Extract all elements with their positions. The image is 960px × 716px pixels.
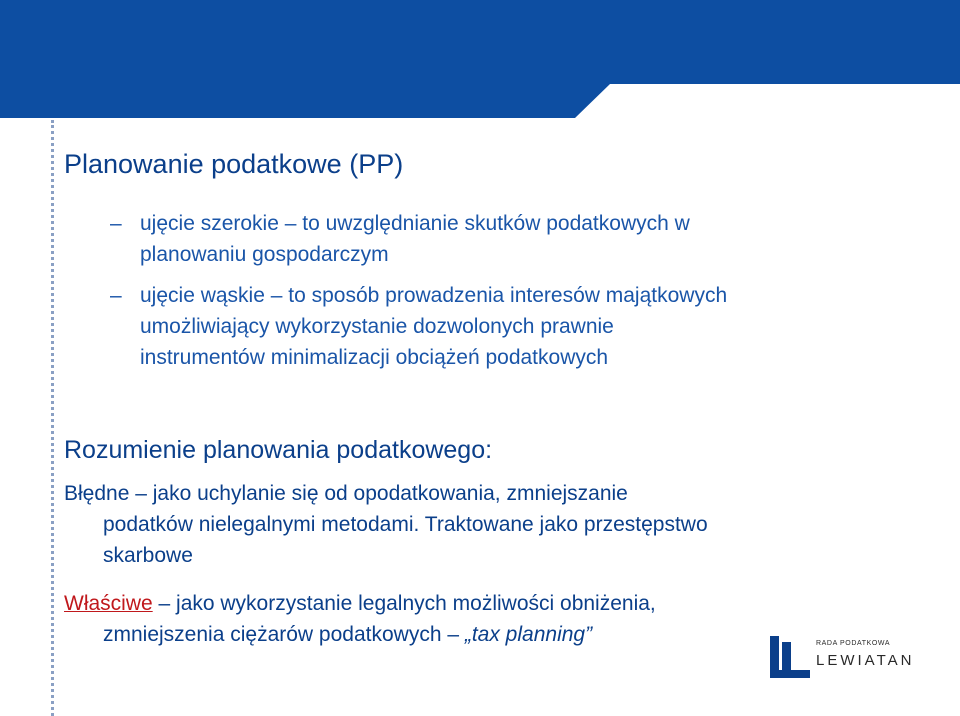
bullet-dash: – bbox=[110, 284, 122, 307]
slide-title: Planowanie podatkowe (PP) bbox=[64, 149, 404, 179]
tax-planning-term: „tax planning” bbox=[464, 623, 593, 646]
bullet-line: planowaniu gospodarczym bbox=[140, 243, 389, 266]
paragraph-text: – jako wykorzystanie legalnych możliwości obniżenia, bbox=[152, 592, 656, 615]
paragraph-line: skarbowe bbox=[103, 544, 193, 567]
paragraph-line bbox=[64, 619, 656, 650]
wlasciwe-keyword: Właściwe bbox=[64, 592, 153, 615]
logo-small-text: RADA PODATKOWA bbox=[816, 640, 891, 647]
bullet-line: ujęcie wąskie – to sposób prowadzenia interesów majątkowych bbox=[140, 284, 728, 307]
section-subtitle: Rozumienie planowania podatkowego: bbox=[64, 436, 493, 464]
wlasciwe-paragraph bbox=[64, 588, 656, 650]
paragraph-text: zmniejszenia ciężarów podatkowych – bbox=[103, 623, 465, 646]
paragraph-line: podatków nielegalnymi metodami. Traktowane jako przestępstwo bbox=[103, 513, 708, 536]
left-dotted-rule bbox=[51, 120, 54, 716]
header-banner bbox=[0, 0, 960, 118]
bledne-paragraph bbox=[64, 478, 708, 571]
bullet-line: instrumentów minimalizacji obciążeń podatkowych bbox=[140, 346, 609, 369]
paragraph-line bbox=[64, 588, 656, 619]
logo-big-text: LEWIATAN bbox=[816, 652, 915, 669]
bullet-line: ujęcie szerokie – to uwzględnianie skutków podatkowych w bbox=[140, 212, 690, 235]
bullet-dash: – bbox=[110, 212, 122, 235]
bullet-line: umożliwiający wykorzystanie dozwolonych prawnie bbox=[140, 315, 614, 338]
banner-shape bbox=[0, 0, 960, 118]
paragraph-line: Błędne – jako uchylanie się od opodatkowania, zmniejszanie bbox=[64, 482, 628, 505]
